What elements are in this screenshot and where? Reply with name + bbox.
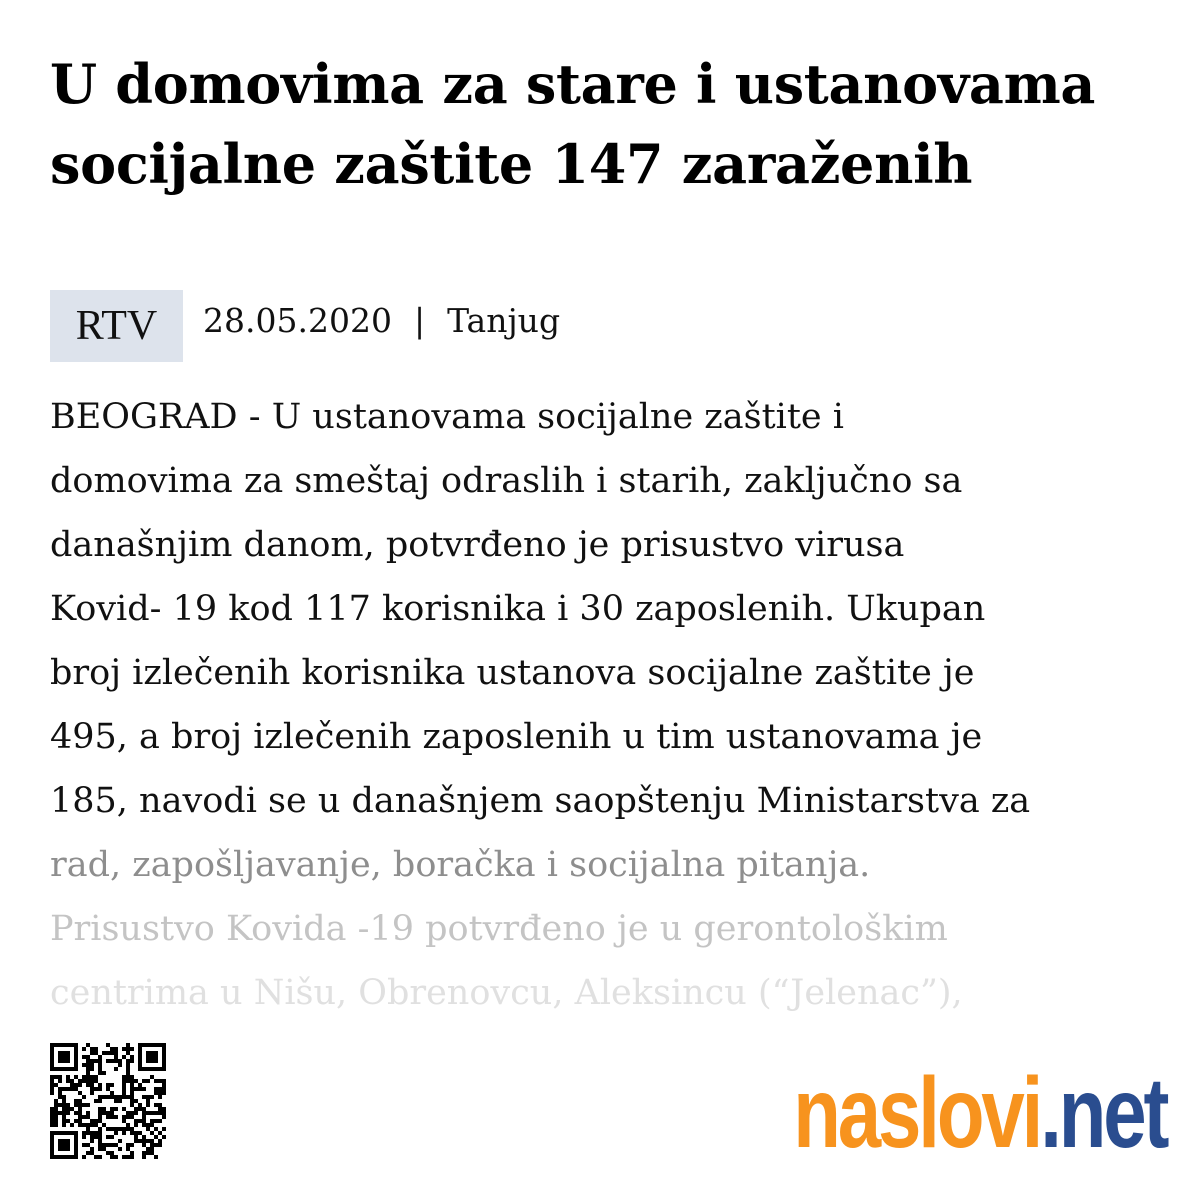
article-meta xyxy=(50,290,560,362)
article-body xyxy=(50,385,1160,1025)
body-line-faded: Prisustvo Kovida -19 potvrđeno je u gerontološkim xyxy=(50,909,948,949)
body-line: domovima za smeštaj odraslih i starih, zaključno sa xyxy=(50,461,963,501)
body-line: 495, a broj izlečenih zaposlenih u tim ustanovama je xyxy=(50,717,983,757)
qr-code-icon[interactable] xyxy=(50,1038,166,1164)
news-agency: Tanjug xyxy=(447,300,561,340)
meta-separator: | xyxy=(413,300,426,340)
body-line-faded: centrima u Nišu, Obrenovcu, Aleksincu (“Jelenac”), xyxy=(50,973,963,1013)
body-line: BEOGRAD - U ustanovama socijalne zaštite i xyxy=(50,397,844,437)
body-line: današnjim danom, potvrđeno je prisustvo virusa xyxy=(50,525,905,565)
logo-part-net: .net xyxy=(1039,1057,1166,1169)
article-title: U domovima za stare i ustanovama socijalne zaštite 147 zaraženih xyxy=(50,52,1096,196)
naslovi-logo[interactable] xyxy=(793,1058,1166,1168)
body-line: 185, navodi se u današnjem saopštenju Ministarstva za xyxy=(50,781,1031,821)
body-line-faded: rad, zapošljavanje, boračka i socijalna pitanja. xyxy=(50,845,871,885)
body-line: Kovid- 19 kod 117 korisnika i 30 zaposlenih. Ukupan xyxy=(50,589,986,629)
logo-part-naslovi: naslovi xyxy=(792,1057,1040,1169)
publish-date: 28.05.2020 xyxy=(203,300,392,340)
body-line: broj izlečenih korisnika ustanova socijalne zaštite je xyxy=(50,653,975,693)
source-badge: RTV xyxy=(50,290,183,362)
